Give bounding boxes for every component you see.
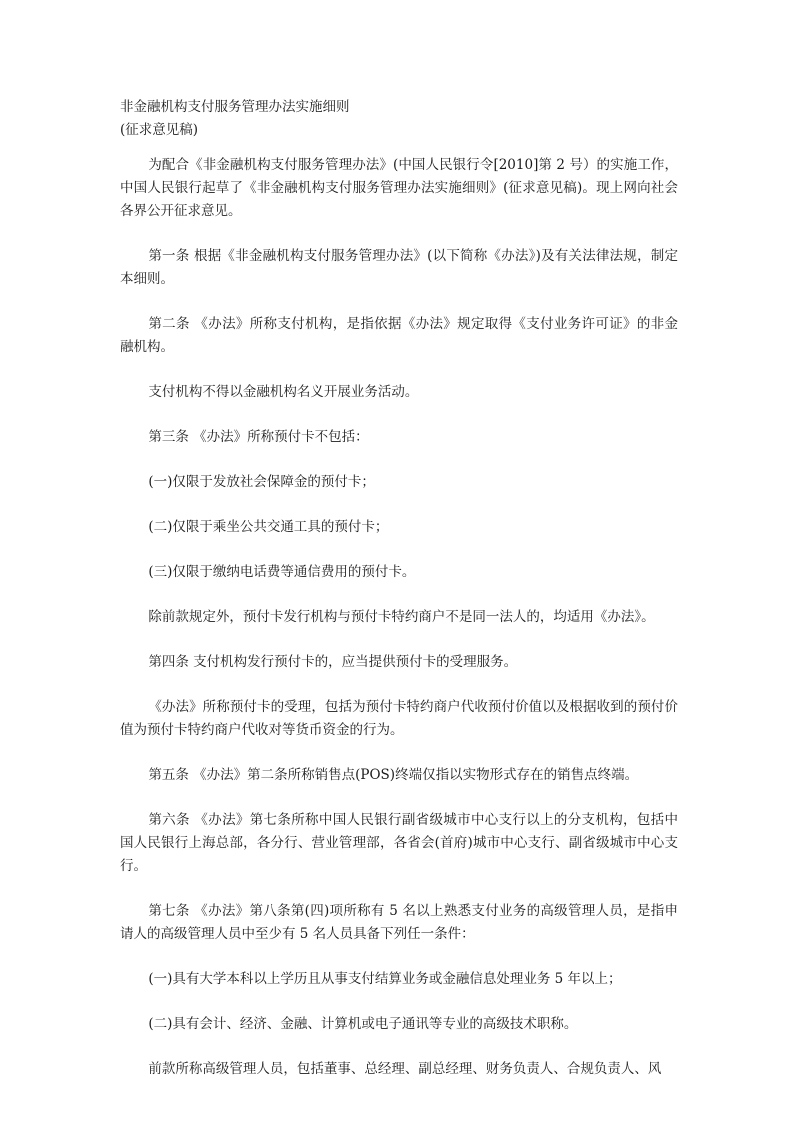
paragraph-article-3-item-2: (二)仅限于乘坐公共交通工具的预付卡； <box>148 519 389 535</box>
paragraph-article-7-note: 前款所称高级管理人员，包括董事、总经理、副总经理、财务负责人、合规负责人、风 <box>148 1061 662 1077</box>
paragraph-article-7: 第七条 《办法》第八条第(四)项所称有 5 名以上熟悉支付业务的高级管理人员，是指申请人的高级管理人员中至少有 5 名人员具备下列任一条件： <box>120 903 678 942</box>
paragraph-article-5: 第五条 《办法》第二条所称销售点(POS)终端仅指以实物形式存在的销售点终端。 <box>148 767 639 783</box>
paragraph-article-7-item-2: (二)具有会计、经济、金融、计算机或电子通讯等专业的高级技术职称。 <box>148 1016 578 1032</box>
document-body <box>120 154 678 1103</box>
paragraph-intro: 为配合《非金融机构支付服务管理办法》(中国人民银行令[2010]第 2 号）的实施工作，中国人民银行起草了《非金融机构支付服务管理办法实施细则》(征求意见稿)。现上网向社会各界公开征求意见。 <box>120 157 678 219</box>
paragraph-article-7-item-1: (一)具有大学本科以上学历且从事支付结算业务或金融信息处理业务 5 年以上； <box>148 971 622 987</box>
paragraph-article-3: 第三条 《办法》所称预付卡不包括： <box>148 429 369 445</box>
paragraph-article-6: 第六条 《办法》第七条所称中国人民银行副省级城市中心支行以上的分支机构，包括中国人民银行上海总部，各分行、营业管理部，各省会(首府)城市中心支行、副省级城市中心支行。 <box>120 812 678 874</box>
document-title: 非金融机构支付服务管理办法实施细则 <box>120 99 350 115</box>
paragraph-article-2: 第二条 《办法》所称支付机构，是指依据《办法》规定取得《支付业务许可证》的非金融机构。 <box>120 316 678 355</box>
document-subtitle: (征求意见稿) <box>120 122 199 138</box>
paragraph-article-2-note: 支付机构不得以金融机构名义开展业务活动。 <box>148 384 419 400</box>
paragraph-article-3-item-1: (一)仅限于发放社会保障金的预付卡； <box>148 474 375 490</box>
paragraph-article-4: 第四条 支付机构发行预付卡的，应当提供预付卡的受理服务。 <box>148 654 518 670</box>
paragraph-article-4-note: 《办法》所称预付卡的受理，包括为预付卡特约商户代收预付价值以及根据收到的预付价值为预付卡特约商户代收对等货币资金的行为。 <box>120 699 678 738</box>
paragraph-article-1: 第一条 根据《非金融机构支付服务管理办法》(以下简称《办法》)及有关法律法规，制定本细则。 <box>120 248 678 287</box>
paragraph-article-3-note: 除前款规定外，预付卡发行机构与预付卡特约商户不是同一法人的，均适用《办法》。 <box>148 609 655 625</box>
paragraph-article-3-item-3: (三)仅限于缴纳电话费等通信费用的预付卡。 <box>148 564 416 580</box>
document-header <box>120 96 680 142</box>
